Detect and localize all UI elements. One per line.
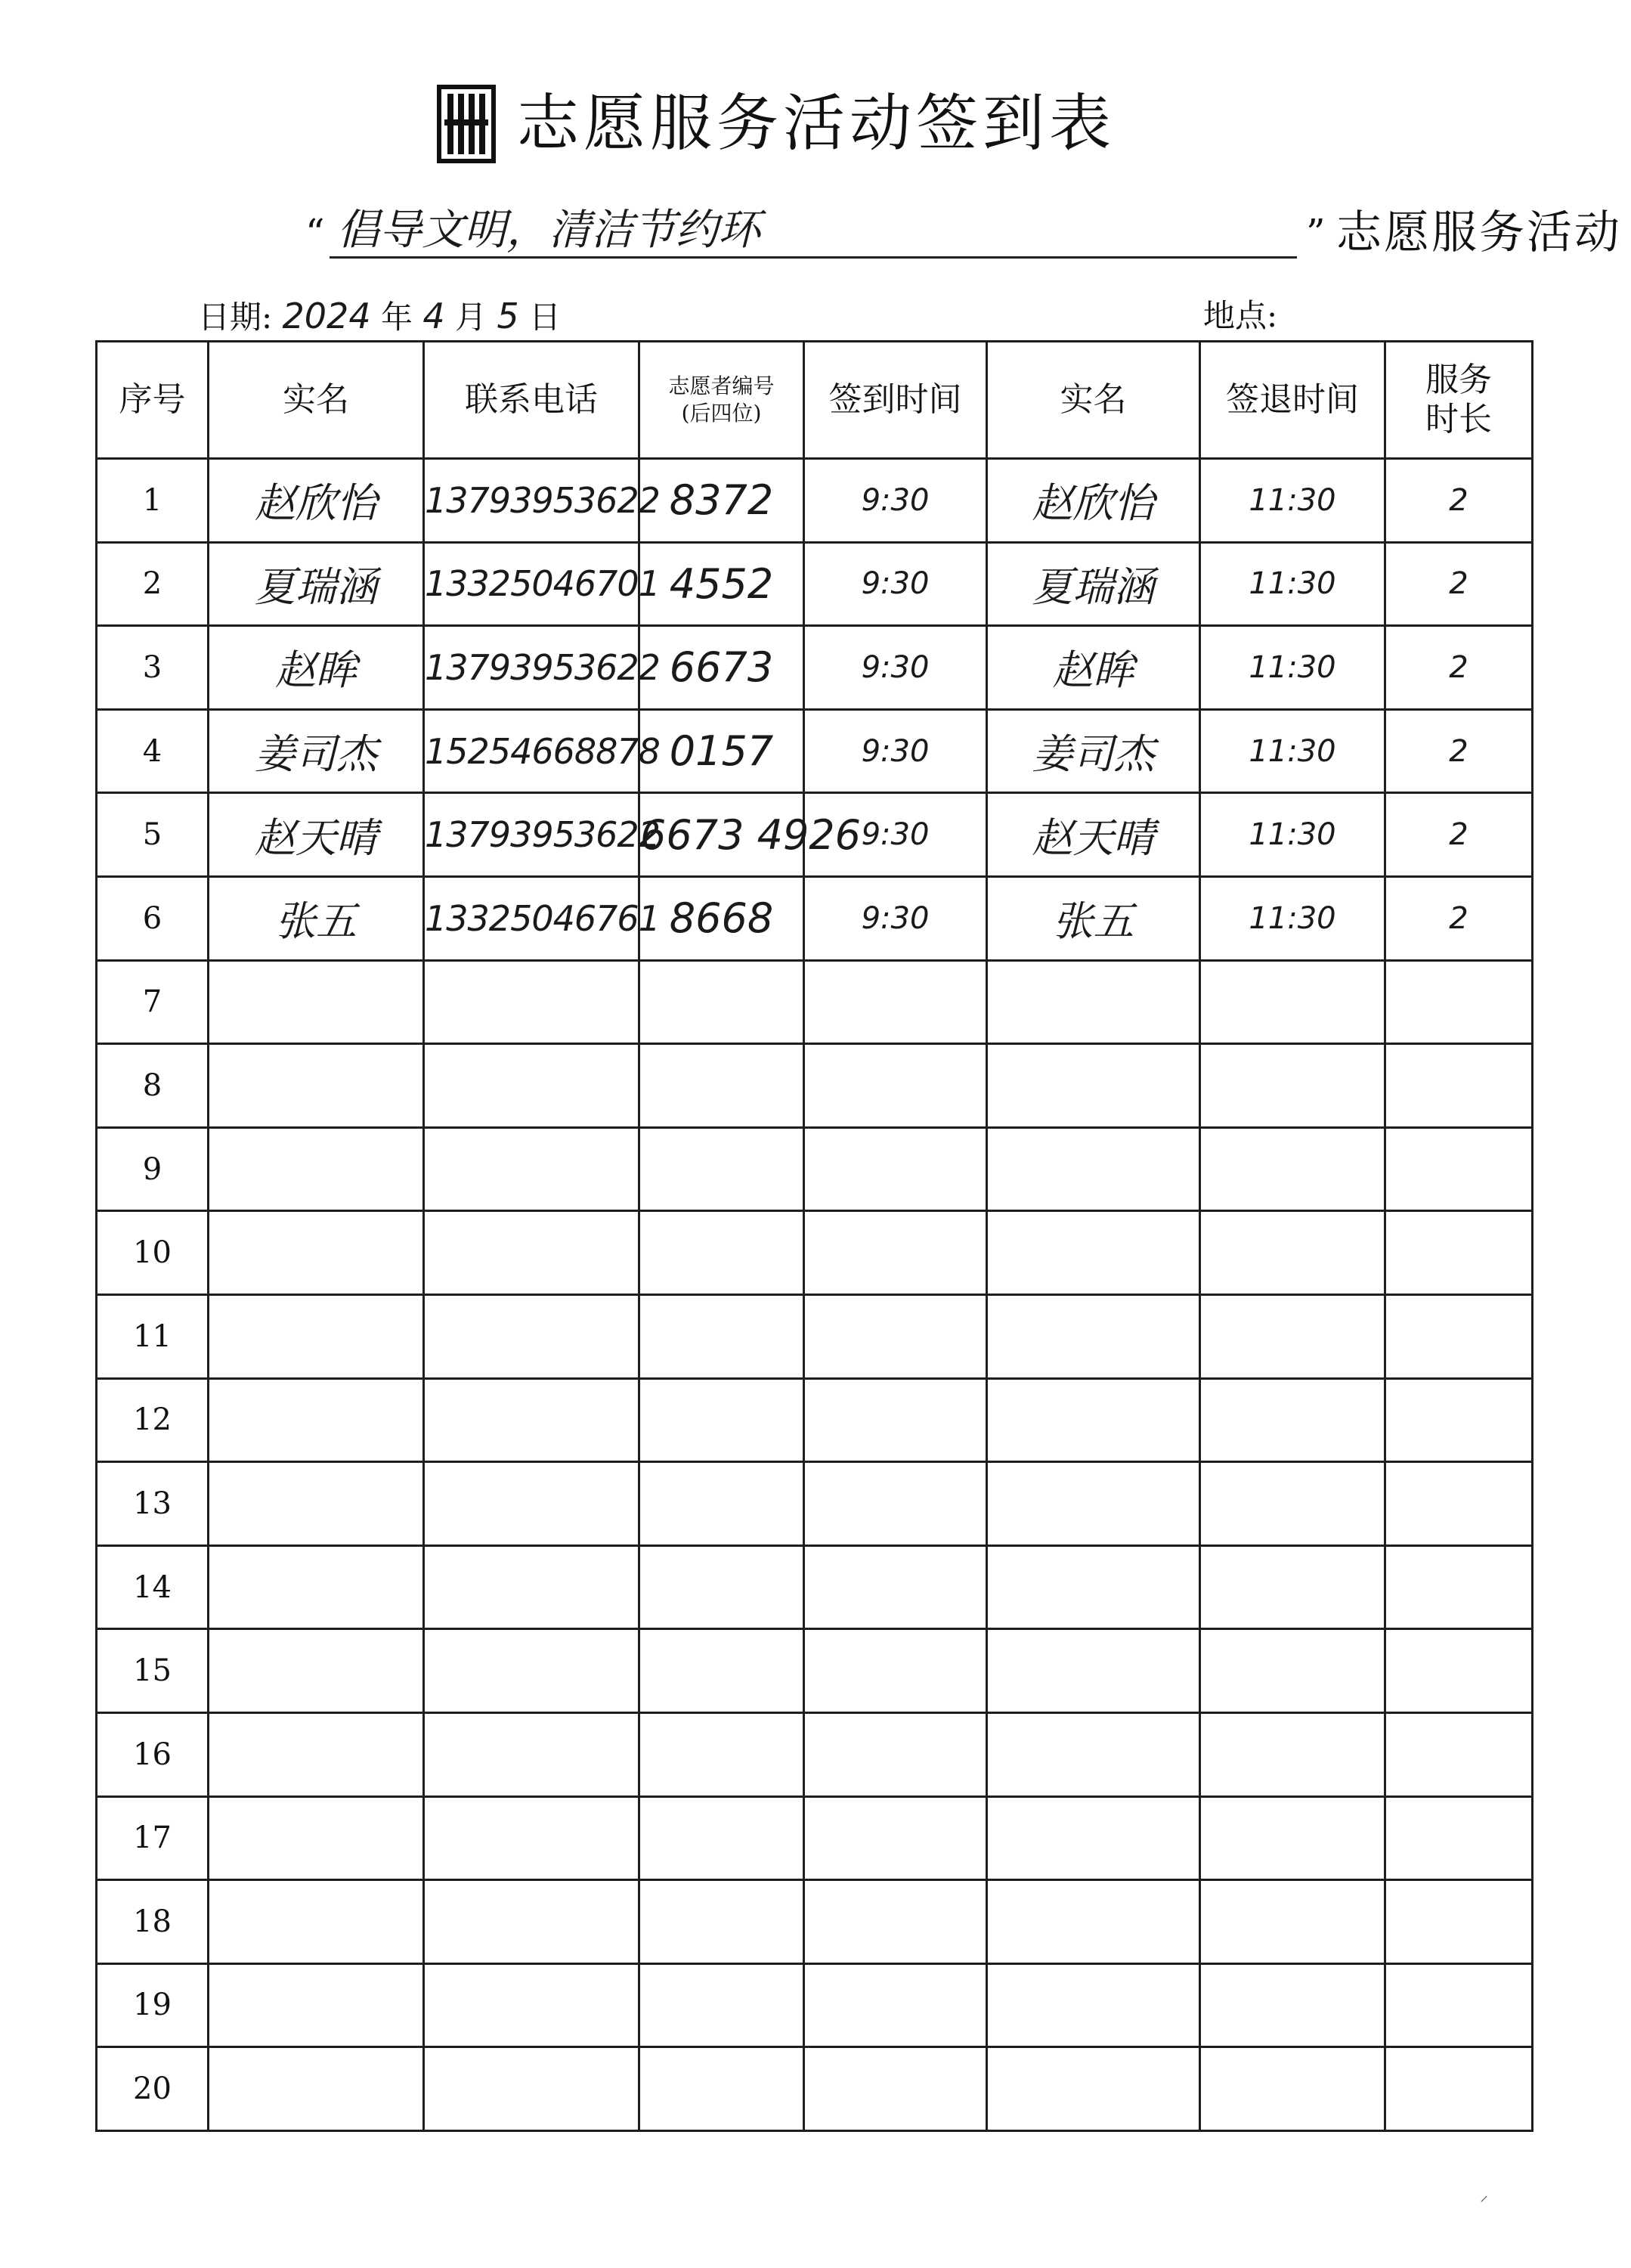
phone-cell[interactable]	[424, 1127, 639, 1211]
checkout-time-cell[interactable]	[1200, 1211, 1385, 1295]
phone-cell[interactable]: 13793953622	[424, 626, 639, 710]
checkin-time-cell[interactable]	[804, 1880, 987, 1964]
sign-name-cell[interactable]: 赵天晴	[987, 793, 1200, 877]
volunteer-id-cell[interactable]: 8668	[639, 876, 804, 960]
name-cell[interactable]: 张五	[209, 876, 424, 960]
date-label: 日期:	[198, 299, 273, 336]
phone-cell[interactable]: 15254668878	[424, 709, 639, 793]
table-row	[97, 1545, 1533, 1629]
checkout-time-cell[interactable]	[1200, 1044, 1385, 1128]
volunteer-id-cell[interactable]	[639, 960, 804, 1044]
volunteer-id-cell[interactable]	[639, 2047, 804, 2131]
table-row	[97, 459, 1533, 543]
name-cell[interactable]	[209, 1712, 424, 1796]
checkout-time-cell[interactable]	[1200, 1294, 1385, 1378]
col-header-checkout: 签退时间	[1200, 342, 1385, 459]
phone-cell[interactable]: 13325046701	[424, 542, 639, 626]
phone-cell[interactable]	[424, 1796, 639, 1880]
col-header-volunteer-id-line2: (后四位)	[681, 401, 762, 426]
sign-in-table	[95, 340, 1534, 2132]
hours-cell[interactable]: 2	[1385, 793, 1533, 877]
name-cell[interactable]	[209, 1880, 424, 1964]
checkout-time-cell[interactable]: 11:30	[1200, 709, 1385, 793]
name-cell[interactable]	[209, 960, 424, 1044]
table-row	[97, 1294, 1533, 1378]
phone-cell[interactable]	[424, 1545, 639, 1629]
checkin-time-cell[interactable]	[804, 1712, 987, 1796]
date-year-unit: 年	[380, 299, 413, 336]
place-line	[1203, 293, 1277, 339]
checkin-time-cell[interactable]: 9:30	[804, 542, 987, 626]
hours-cell[interactable]: 2	[1385, 542, 1533, 626]
table-row	[97, 876, 1533, 960]
table-row	[97, 960, 1533, 1044]
phone-cell[interactable]	[424, 1462, 639, 1546]
volunteer-id-cell[interactable]: 4552	[639, 542, 804, 626]
name-cell[interactable]	[209, 1211, 424, 1295]
checkout-time-cell[interactable]	[1200, 1963, 1385, 2047]
checkin-time-cell[interactable]	[804, 1044, 987, 1128]
sign-name-cell[interactable]	[987, 960, 1200, 1044]
row-number-cell: 7	[97, 960, 209, 1044]
sign-name-cell[interactable]	[987, 2047, 1200, 2131]
date-month-unit: 月	[454, 299, 487, 336]
phone-cell[interactable]: 13793953622	[424, 459, 639, 543]
name-cell[interactable]	[209, 1462, 424, 1546]
checkout-time-cell[interactable]	[1200, 1712, 1385, 1796]
phone-cell[interactable]	[424, 960, 639, 1044]
place-label: 地点:	[1203, 297, 1278, 334]
sign-name-cell[interactable]: 姜司杰	[987, 709, 1200, 793]
checkout-time-cell[interactable]	[1200, 1629, 1385, 1713]
hours-cell[interactable]	[1385, 1629, 1533, 1713]
hours-cell[interactable]	[1385, 1712, 1533, 1796]
checkin-time-cell[interactable]: 9:30	[804, 626, 987, 710]
phone-cell[interactable]	[424, 2047, 639, 2131]
name-cell[interactable]	[209, 1378, 424, 1462]
sign-name-cell[interactable]	[987, 1294, 1200, 1378]
volunteer-id-cell[interactable]	[639, 1294, 804, 1378]
row-number-cell: 9	[97, 1127, 209, 1211]
row-number-cell: 1	[97, 459, 209, 543]
checkout-time-cell[interactable]: 11:30	[1200, 542, 1385, 626]
col-header-volunteer-id-line1: 志愿者编号	[668, 373, 775, 398]
name-cell[interactable]: 夏瑞涵	[209, 542, 424, 626]
sign-name-cell[interactable]: 夏瑞涵	[987, 542, 1200, 626]
hours-cell[interactable]: 2	[1385, 626, 1533, 710]
table-row	[97, 1378, 1533, 1462]
row-number-cell: 3	[97, 626, 209, 710]
checkin-time-cell[interactable]	[804, 1378, 987, 1462]
col-header-sign-name: 实名	[987, 342, 1200, 459]
name-cell[interactable]	[209, 1796, 424, 1880]
sign-name-cell[interactable]	[987, 1712, 1200, 1796]
checkin-time-cell[interactable]	[804, 960, 987, 1044]
hours-cell[interactable]	[1385, 1880, 1533, 1964]
row-number-cell: 15	[97, 1629, 209, 1713]
volunteer-id-cell[interactable]	[639, 1796, 804, 1880]
checkout-time-cell[interactable]	[1200, 1880, 1385, 1964]
hours-cell[interactable]	[1385, 1044, 1533, 1128]
col-header-volunteer-id	[639, 342, 804, 459]
table-row	[97, 542, 1533, 626]
activity-quote-close: ”	[1306, 211, 1326, 255]
phone-cell[interactable]	[424, 1378, 639, 1462]
checkout-time-cell[interactable]	[1200, 960, 1385, 1044]
sign-name-cell[interactable]	[987, 1044, 1200, 1128]
row-number-cell: 14	[97, 1545, 209, 1629]
volunteer-id-cell[interactable]	[639, 1378, 804, 1462]
checkout-time-cell[interactable]	[1200, 1462, 1385, 1546]
checkin-time-cell[interactable]	[804, 1462, 987, 1546]
row-number-cell: 20	[97, 2047, 209, 2131]
hours-cell[interactable]	[1385, 2047, 1533, 2131]
sign-name-cell[interactable]	[987, 1796, 1200, 1880]
activity-name-field[interactable]: 倡导文明，清洁节约环	[330, 203, 1297, 259]
sign-name-cell[interactable]	[987, 1462, 1200, 1546]
col-header-name: 实名	[209, 342, 424, 459]
row-number-cell: 10	[97, 1211, 209, 1295]
checkout-time-cell[interactable]	[1200, 1378, 1385, 1462]
col-header-hours-line2: 时长	[1425, 400, 1492, 438]
date-month-value[interactable]: 4	[422, 296, 445, 336]
checkin-time-cell[interactable]: 9:30	[804, 459, 987, 543]
checkin-time-cell[interactable]: 9:30	[804, 793, 987, 877]
page-title: 志愿服务活动签到表	[517, 88, 1116, 160]
checkin-time-cell[interactable]	[804, 1629, 987, 1713]
checkin-time-cell[interactable]: 9:30	[804, 709, 987, 793]
sign-name-cell[interactable]	[987, 1880, 1200, 1964]
phone-cell[interactable]	[424, 1963, 639, 2047]
hours-cell[interactable]	[1385, 1462, 1533, 1546]
hours-cell[interactable]: 2	[1385, 709, 1533, 793]
phone-cell[interactable]	[424, 1880, 639, 1964]
col-header-hours	[1385, 342, 1533, 459]
table-row	[97, 709, 1533, 793]
name-cell[interactable]	[209, 1545, 424, 1629]
sign-name-cell[interactable]	[987, 1211, 1200, 1295]
volunteer-id-cell[interactable]: 6673	[639, 626, 804, 710]
phone-cell[interactable]	[424, 1044, 639, 1128]
checkout-time-cell[interactable]	[1200, 1127, 1385, 1211]
volunteer-id-cell[interactable]	[639, 1545, 804, 1629]
hours-cell[interactable]: 2	[1385, 876, 1533, 960]
volunteer-id-cell[interactable]	[639, 1211, 804, 1295]
checkin-time-cell[interactable]	[804, 1545, 987, 1629]
hours-cell[interactable]	[1385, 1545, 1533, 1629]
volunteer-id-cell[interactable]	[639, 1462, 804, 1546]
name-cell[interactable]	[209, 1294, 424, 1378]
checkout-time-cell[interactable]	[1200, 1796, 1385, 1880]
table-row	[97, 1796, 1533, 1880]
checkout-time-cell[interactable]	[1200, 2047, 1385, 2131]
volunteer-id-cell[interactable]: 8372	[639, 459, 804, 543]
hours-cell[interactable]	[1385, 960, 1533, 1044]
date-day-unit: 日	[528, 299, 561, 336]
name-cell[interactable]	[209, 1044, 424, 1128]
checkout-time-cell[interactable]: 11:30	[1200, 626, 1385, 710]
phone-cell[interactable]	[424, 1294, 639, 1378]
name-cell[interactable]	[209, 1963, 424, 2047]
activity-quote-open: “	[305, 211, 325, 255]
activity-suffix: 志愿服务活动	[1336, 206, 1622, 259]
sign-name-cell[interactable]: 赵欣怡	[987, 459, 1200, 543]
row-number-cell: 19	[97, 1963, 209, 2047]
hours-cell[interactable]: 2	[1385, 459, 1533, 543]
hours-cell[interactable]	[1385, 1211, 1533, 1295]
row-number-cell: 13	[97, 1462, 209, 1546]
name-cell[interactable]	[209, 2047, 424, 2131]
phone-cell[interactable]: 13325046761	[424, 876, 639, 960]
row-number-cell: 2	[97, 542, 209, 626]
checkin-time-cell[interactable]	[804, 1963, 987, 2047]
name-cell[interactable]: 赵眸	[209, 626, 424, 710]
sign-name-cell[interactable]: 赵眸	[987, 626, 1200, 710]
row-number-cell: 8	[97, 1044, 209, 1128]
table-row	[97, 2047, 1533, 2131]
sign-name-cell[interactable]	[987, 1629, 1200, 1713]
col-header-no: 序号	[97, 342, 209, 459]
table-header-row	[97, 342, 1533, 459]
table-row	[97, 626, 1533, 710]
checkout-time-cell[interactable]: 11:30	[1200, 793, 1385, 877]
date-day-value[interactable]: 5	[497, 296, 519, 336]
row-number-cell: 16	[97, 1712, 209, 1796]
checkin-time-cell[interactable]	[804, 1294, 987, 1378]
checkout-time-cell[interactable]: 11:30	[1200, 459, 1385, 543]
checkout-time-cell[interactable]: 11:30	[1200, 876, 1385, 960]
name-cell[interactable]	[209, 1127, 424, 1211]
volunteer-id-cell[interactable]	[639, 1963, 804, 2047]
row-number-cell: 18	[97, 1880, 209, 1964]
row-number-cell: 17	[97, 1796, 209, 1880]
row-number-cell: 4	[97, 709, 209, 793]
table-row	[97, 1211, 1533, 1295]
row-number-cell: 12	[97, 1378, 209, 1462]
table-row	[97, 793, 1533, 877]
name-cell[interactable]	[209, 1629, 424, 1713]
volunteer-id-cell[interactable]	[639, 1712, 804, 1796]
table-row	[97, 1712, 1533, 1796]
col-header-phone: 联系电话	[424, 342, 639, 459]
sign-name-cell[interactable]	[987, 1545, 1200, 1629]
row-number-cell: 5	[97, 793, 209, 877]
checkout-time-cell[interactable]	[1200, 1545, 1385, 1629]
table-row	[97, 1462, 1533, 1546]
hours-cell[interactable]	[1385, 1127, 1533, 1211]
checkin-time-cell[interactable]	[804, 1127, 987, 1211]
table-row	[97, 1044, 1533, 1128]
table-row	[97, 1127, 1533, 1211]
col-header-hours-line1: 服务	[1425, 361, 1492, 399]
volunteer-id-cell[interactable]	[639, 1880, 804, 1964]
phone-cell[interactable]	[424, 1629, 639, 1713]
sign-name-cell[interactable]	[987, 1378, 1200, 1462]
phone-cell[interactable]: 13793953622	[424, 793, 639, 877]
name-cell[interactable]: 姜司杰	[209, 709, 424, 793]
volunteer-logo-icon	[437, 85, 496, 163]
phone-cell[interactable]	[424, 1211, 639, 1295]
checkin-time-cell[interactable]: 9:30	[804, 876, 987, 960]
hours-cell[interactable]	[1385, 1294, 1533, 1378]
sign-name-cell[interactable]	[987, 1963, 1200, 2047]
table-row	[97, 1880, 1533, 1964]
hours-cell[interactable]	[1385, 1796, 1533, 1880]
volunteer-id-cell[interactable]: 0157	[639, 709, 804, 793]
date-line	[198, 293, 561, 340]
volunteer-id-cell[interactable]	[639, 1044, 804, 1128]
table-row	[97, 1629, 1533, 1713]
row-number-cell: 6	[97, 876, 209, 960]
activity-line	[305, 203, 1622, 263]
volunteer-id-cell[interactable]: 6673 4926	[639, 793, 804, 877]
name-cell[interactable]: 赵欣怡	[209, 459, 424, 543]
name-cell[interactable]: 赵天晴	[209, 793, 424, 877]
checkin-time-cell[interactable]	[804, 1211, 987, 1295]
col-header-checkin: 签到时间	[804, 342, 987, 459]
phone-cell[interactable]	[424, 1712, 639, 1796]
date-year-value[interactable]: 2024	[282, 296, 371, 336]
row-number-cell: 11	[97, 1294, 209, 1378]
volunteer-id-cell[interactable]	[639, 1127, 804, 1211]
checkin-time-cell[interactable]	[804, 2047, 987, 2131]
table-row	[97, 1963, 1533, 2047]
checkin-time-cell[interactable]	[804, 1796, 987, 1880]
hours-cell[interactable]	[1385, 1378, 1533, 1462]
corner-mark: ⸝	[1480, 2186, 1489, 2205]
hours-cell[interactable]	[1385, 1963, 1533, 2047]
sign-name-cell[interactable]	[987, 1127, 1200, 1211]
sign-name-cell[interactable]: 张五	[987, 876, 1200, 960]
volunteer-id-cell[interactable]	[639, 1629, 804, 1713]
